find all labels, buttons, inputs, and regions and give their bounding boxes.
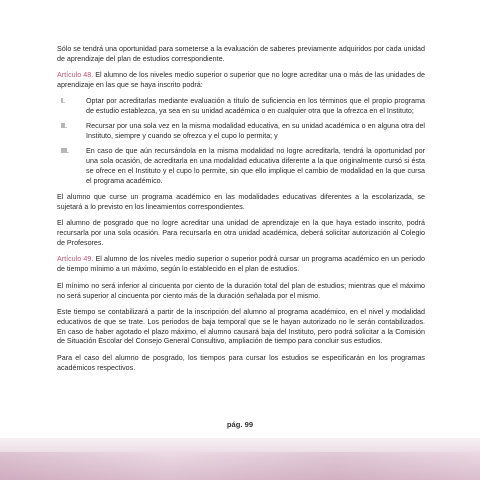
list-item <box>57 97 425 117</box>
paragraph-oportunidad: Sólo se tendrá una oportunidad para someterse a la evaluación de saberes previamente adquiridos por cada unidad de aprendizaje del plan de estudios correspondiente. <box>57 45 425 63</box>
paragraph-posgrado-tiempos: Para el caso del alumno de posgrado, los tiempos para cursar los estudios se especificarán en los programas académicos respectivos. <box>57 353 425 372</box>
article-48-text: El alumno de los niveles medio superior o superior que no logre acreditar una o más de las unidades de aprendizaje en las que se haya inscrito podrá: <box>57 71 425 90</box>
paragraph-tiempo: Este tiempo se contabilizará a partir de la inscripción del alumno al programa académico, en el nivel y modalidad educativos de que se trate. Los periodos de baja temporal que se le hayan autorizado no le serán contabilizados. En caso de haber agotado el plazo máximo, el alumno causará baja del Instituto, pero podrá solicitar a la Comisión de Situación Escolar del Consejo General Consultivo, ampliación de tiempo para concluir sus estudios. <box>57 307 425 346</box>
list-numeral: III. <box>61 147 69 156</box>
page-content <box>57 45 425 380</box>
footer-band-shading <box>0 452 480 480</box>
list-item <box>57 122 425 142</box>
list-numeral: II. <box>61 122 67 131</box>
article-48-paragraph <box>57 71 425 91</box>
paragraph-posgrado-recursar: El alumno de posgrado que no logre acreditar una unidad de aprendizaje en la que haya estado inscrito, podrá recursarla por una sola ocasión. Para recursarla en otra unidad académica, deberá solicitar autorización al Colegio de Profesores. <box>57 219 425 248</box>
article-49-label: Artículo 49. <box>57 255 94 264</box>
list-item-text: Optar por acreditarlas mediante evaluación a título de suficiencia en los términos que el propio programa de estudio establezca, ya sea en su unidad académica o en cualquier otra que la ofrezca en el Instituto; <box>86 97 425 116</box>
list-item-text: En caso de que aún recursándola en la misma modalidad no logre acreditarla, tendrá la oportunidad por una sola ocasión, de acreditarla en una modalidad educativa diferente a la que originalmente cursó si ésta se ofrece en el Instituto y el cupo lo permite, sin que ello implique el cambio de modalidad en la que cursa el programa académico. <box>86 147 425 186</box>
paragraph-modalidades: El alumno que curse un programa académico en las modalidades educativas diferentes a la escolarizada, se sujetará a lo previsto en los lineamientos correspondientes. <box>57 193 425 212</box>
article-49-text: El alumno de los niveles medio superior o superior podrá cursar un programa académico en un periodo de tiempo mínimo a un máximo, según lo establecido en el plan de estudios. <box>57 255 426 274</box>
article-48-list <box>57 97 425 187</box>
page-number: pág. 99 <box>226 420 254 429</box>
list-item-text: Recursar por una sola vez en la misma modalidad educativa, en su unidad académica o en alguna otra del Instituto, siempre y cuando se ofrezca y el cupo lo permita; y <box>86 122 425 141</box>
paragraph-minimo: El mínimo no será inferior al cincuenta por ciento de la duración total del plan de estudios; mientras que el máximo no será superior al cincuenta por ciento más de la duración señalada por el mismo. <box>57 281 425 300</box>
article-49-paragraph <box>57 255 425 275</box>
article-48-label: Artículo 48. <box>57 71 94 80</box>
list-numeral: I. <box>61 97 65 106</box>
list-item <box>57 147 425 187</box>
